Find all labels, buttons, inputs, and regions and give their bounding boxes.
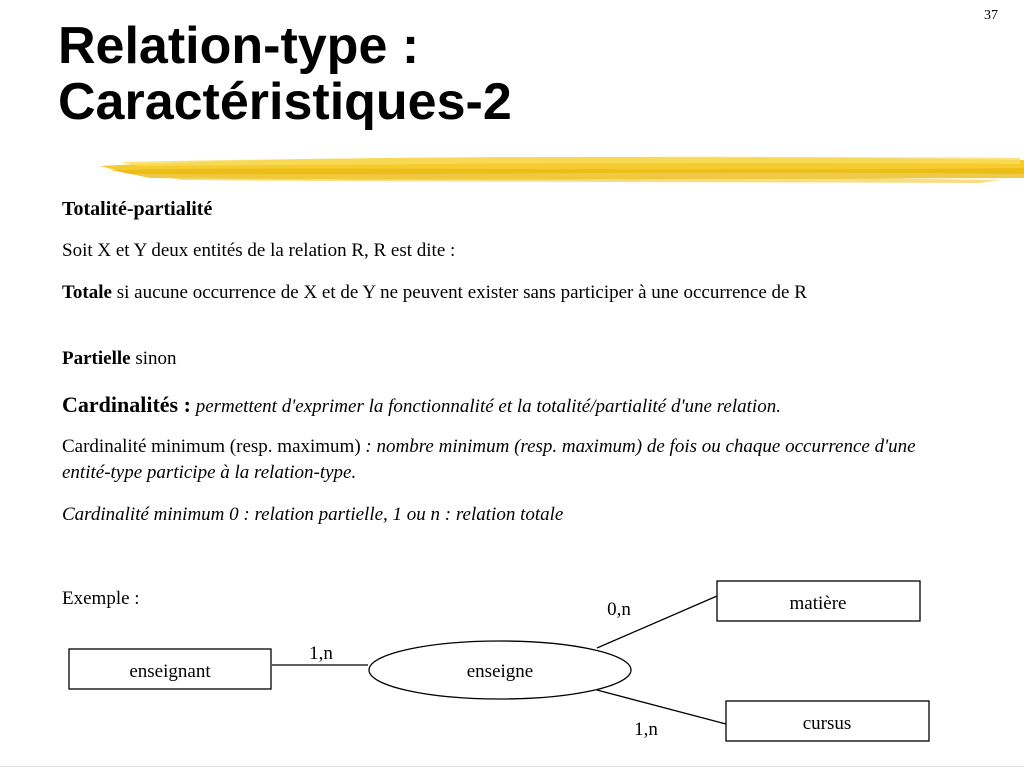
section-heading: Totalité-partialité (62, 198, 213, 220)
bottom-divider (0, 766, 1024, 767)
title-line-2: Caractéristiques-2 (58, 73, 512, 131)
cardzero-text: Cardinalité minimum 0 : relation partielle, 1 ou n : relation totale (62, 504, 564, 525)
cardinality-matiere: 0,n (607, 599, 631, 620)
partielle-term: Partielle (62, 348, 131, 369)
cardmin-italic: : nombre minimum (resp. maximum) de fois ou chaque occurrence d'une entité-type participe à la relation-type. (62, 436, 916, 483)
entity-enseignant-label: enseignant (129, 661, 211, 682)
example-label: Exemple : (62, 588, 140, 609)
intro-text: Soit X et Y deux entités de la relation R, R est dite : (62, 240, 456, 261)
cardinalites-text: permettent d'exprimer la fonctionnalité et la totalité/partialité d'une relation. (190, 396, 781, 417)
page-number: 37 (984, 8, 998, 23)
title-line-1: Relation-type : (58, 17, 420, 75)
cardinalites-term: Cardinalités : (62, 392, 191, 417)
partielle-text: sinon (130, 348, 177, 369)
totale-text: si aucune occurrence de X et de Y ne peuvent exister sans participer à une occurrence de R (111, 282, 807, 303)
entity-cursus-label: cursus (802, 713, 852, 734)
relation-enseigne-label: enseigne (466, 661, 534, 682)
totale-term: Totale (62, 282, 112, 303)
cardmin-text: Cardinalité minimum (resp. maximum) (62, 436, 366, 457)
entity-matiere-label: matière (789, 593, 847, 614)
cardinality-cursus: 1,n (634, 719, 658, 740)
cardinality-enseignant: 1,n (309, 643, 333, 664)
link-enseigne-cursus (597, 690, 726, 724)
